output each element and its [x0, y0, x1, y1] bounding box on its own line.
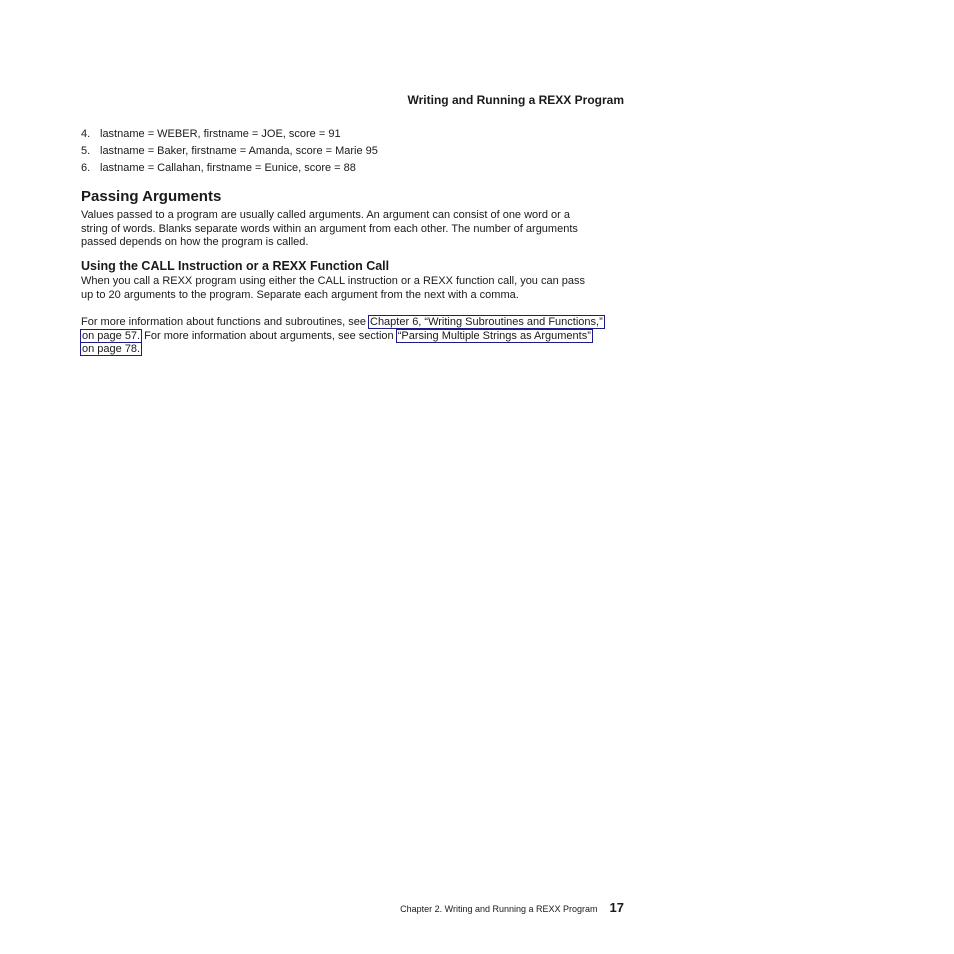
list-item-text: lastname = WEBER, firstname = JOE, score = 91 [100, 128, 341, 140]
subsection-heading-call-instruction: Using the CALL Instruction or a REXX Function Call [81, 259, 390, 273]
list-item [81, 160, 378, 177]
running-footer [400, 899, 624, 917]
paragraph-line: up to 20 arguments to the program. Separate each argument from the next with a comma. [81, 288, 519, 301]
paragraph-line: When you call a REXX program using either the CALL instruction or a REXX function call, you can pass [81, 275, 586, 287]
list-item [81, 143, 378, 160]
example-result-list [81, 126, 378, 177]
list-item-text: lastname = Baker, firstname = Amanda, score = Marie 95 [100, 145, 378, 157]
link-chapter-6-page[interactable]: on page 57. [82, 329, 141, 342]
paragraph-call-instruction [81, 275, 585, 302]
link-chapter-6[interactable]: Chapter 6, “Writing Subroutines and Functions,” [370, 316, 603, 328]
link-parsing-multiple-strings[interactable]: “Parsing Multiple Strings as Arguments” [397, 329, 591, 342]
page-number: 17 [609, 900, 624, 915]
paragraph-more-information [81, 316, 604, 357]
paragraph-line: Values passed to a program are usually called arguments. An argument can consist of one word or a [81, 209, 570, 221]
list-item-number: 4. [81, 128, 91, 140]
section-heading-passing-arguments: Passing Arguments [81, 188, 222, 205]
list-item-number: 6. [81, 162, 91, 174]
running-header: Writing and Running a REXX Program [407, 93, 624, 107]
list-item-text: lastname = Callahan, firstname = Eunice, score = 88 [100, 162, 356, 174]
paragraph-text: For more information about functions and subroutines, see [81, 316, 369, 328]
paragraph-arguments-intro [81, 209, 578, 250]
paragraph-text: For more information about arguments, see section [141, 329, 397, 342]
footer-chapter-title: Chapter 2. Writing and Running a REXX Program [400, 904, 598, 914]
paragraph-line: string of words. Blanks separate words within an argument from each other. The number of arguments [81, 222, 578, 235]
link-parsing-multiple-strings-page[interactable]: on page 78. [82, 343, 141, 356]
list-item [81, 126, 378, 143]
paragraph-line: passed depends on how the program is called. [81, 236, 309, 249]
list-item-number: 5. [81, 145, 91, 157]
